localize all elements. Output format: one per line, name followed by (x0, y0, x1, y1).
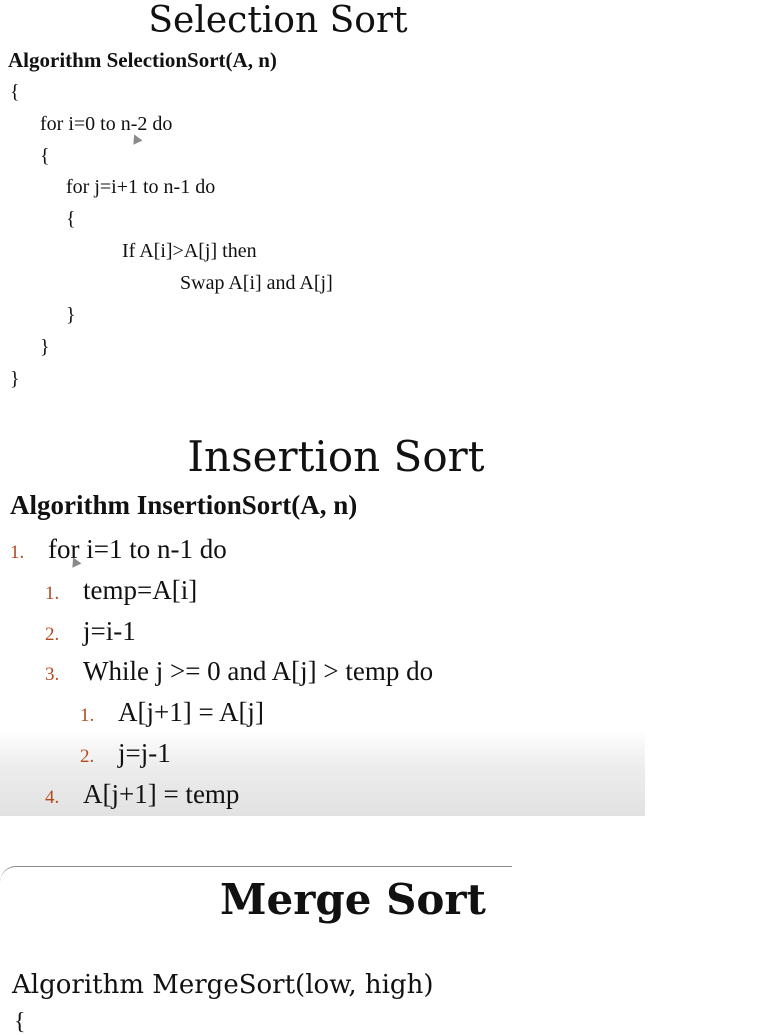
step-text: j=j-1 (118, 738, 171, 768)
selection-code-line: Swap A[i] and A[j] (180, 272, 333, 294)
insertion-step (45, 654, 433, 692)
step-number: 1. (80, 705, 95, 726)
step-text: While j >= 0 and A[j] > temp do (83, 656, 434, 686)
insertion-step (45, 614, 136, 652)
selection-code-line: for j=i+1 to n-1 do (66, 176, 216, 198)
insertion-sort-title: Insertion Sort (187, 432, 485, 481)
selection-sort-title: Selection Sort (148, 0, 408, 41)
insertion-step (10, 532, 227, 570)
step-text: j=i-1 (83, 616, 136, 646)
selection-code-line: } (40, 336, 50, 358)
insertion-step (80, 736, 171, 774)
selection-code-line: If A[i]>A[j] then (122, 240, 257, 262)
step-text: for i=1 to n-1 do (48, 534, 227, 564)
step-number: 1. (45, 583, 60, 604)
merge-code-partial-line: { (14, 1009, 26, 1035)
insertion-sort-algorithm-heading: Algorithm InsertionSort(A, n) (10, 490, 358, 520)
step-number: 4. (45, 787, 60, 808)
selection-code-line: { (10, 81, 20, 103)
selection-code-line: { (66, 208, 76, 230)
selection-code-line: { (40, 145, 50, 167)
step-number: 1. (10, 542, 25, 563)
selection-code-line: } (10, 368, 20, 390)
merge-sort-algorithm-heading: Algorithm MergeSort(low, high) (12, 970, 434, 1000)
insertion-step (45, 777, 239, 815)
step-number: 3. (45, 664, 60, 685)
merge-sort-title: Merge Sort (220, 875, 486, 924)
selection-sort-algorithm-heading: Algorithm SelectionSort(A, n) (8, 48, 277, 72)
step-text: temp=A[i] (83, 575, 198, 605)
insertion-step (80, 695, 264, 733)
step-number: 2. (45, 624, 60, 645)
step-number: 2. (80, 746, 95, 767)
insertion-step (45, 573, 197, 611)
selection-code-line: } (66, 304, 76, 326)
selection-code-line: for i=0 to n-2 do (40, 113, 173, 135)
step-text: A[j+1] = A[j] (118, 697, 264, 727)
step-text: A[j+1] = temp (83, 779, 240, 809)
